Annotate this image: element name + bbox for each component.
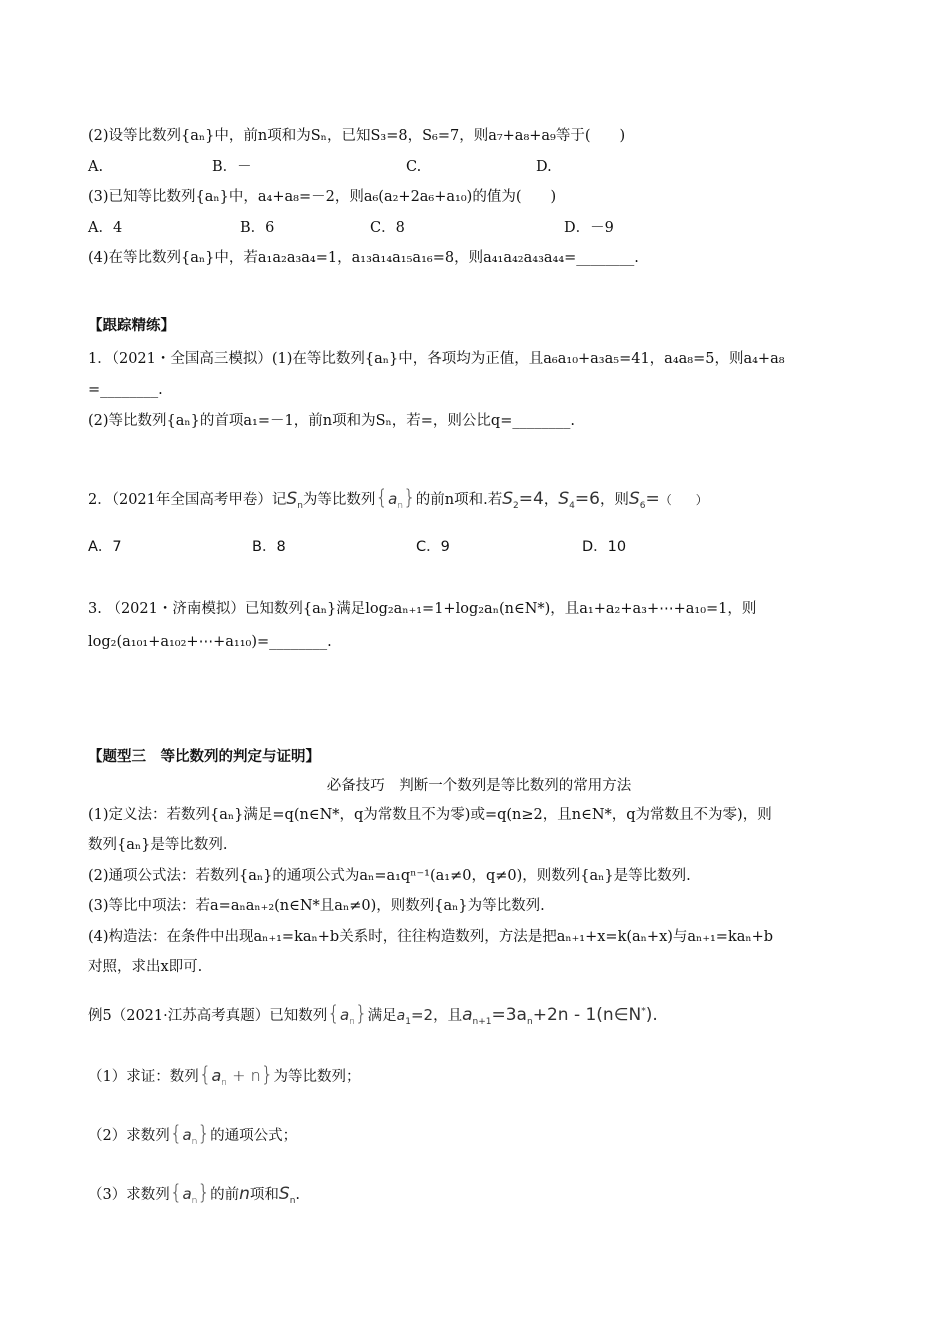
ex5-rel: =3a — [491, 1005, 527, 1025]
practice-3-line1: 3. （2021・济南模拟）已知数列{aₙ}满足log₂aₙ₊₁=1+log₂aₙ(n∈N*)，且a₁+a₂+a₃+⋯+a₁₀=1，则 — [88, 601, 757, 617]
practice-2-line: 2．（2021年全国高考甲卷）记$S_n$为等比数列$\{a_n\}$的前n项和.若$S_2=4$，$S_4=6$，则$S_6=$（ ） — [88, 485, 708, 511]
q2-option-a: A. — [88, 159, 104, 175]
ex5-q3-n: n — [239, 1184, 250, 1204]
p2-option-c: C．9 — [416, 539, 450, 555]
p2-then: ，则 — [599, 492, 629, 508]
q2-option-c: C. — [406, 159, 422, 175]
math-a1: $a_1$ — [396, 1008, 411, 1027]
example5-line — [88, 998, 870, 1037]
ex5-q2-prefix: （2）求数列 — [88, 1128, 170, 1144]
math-s2: $S_2$ — [502, 489, 519, 511]
practice-1-line2: =________. — [88, 382, 163, 398]
method-4-line2: 对照，求出x即可. — [88, 959, 203, 975]
example5-q3 — [88, 1177, 870, 1216]
q3-option-d: D．－9 — [564, 220, 614, 236]
practice-heading: 【跟踪精练】 — [88, 317, 175, 334]
practice-1-line1: 1．（2021・全国高三模拟）(1)在等比数列{aₙ}中，各项均为正值，且a₆a₁₀+a₃a₅=41，a₄a₈=5，则a₄+a₈ — [88, 351, 785, 367]
p2-paren: （ ） — [659, 493, 708, 507]
q2-option-b: B．－ — [212, 159, 252, 175]
math-set-a-n: $\{a_n\}$ — [169, 1180, 211, 1206]
ex5-prefix: 例5（2021·江苏高考真题）已知数列 — [88, 1008, 328, 1024]
ex5-q1-suffix: 为等比数列； — [273, 1069, 361, 1085]
section3-subtitle: 必备技巧 判断一个数列是等比数列的常用方法 — [326, 778, 632, 794]
ex5-mid1: 满足 — [367, 1008, 397, 1024]
ex5-q1-plus: + n — [227, 1066, 261, 1085]
q3-option-a: A．4 — [88, 220, 123, 236]
ex5-q2-suffix: 的通项公式； — [210, 1128, 298, 1144]
method-2: (2)通项公式法：若数列{aₙ}的通项公式为aₙ=a₁qⁿ⁻¹(a₁≠0，q≠0)，则数列{aₙ}是等比数列. — [88, 868, 691, 884]
p2-s4-value: =6 — [574, 489, 600, 509]
section3-heading: 【题型三 等比数列的判定与证明】 — [88, 748, 320, 765]
math-s6: $S_6$ — [628, 489, 646, 511]
ex5-q3-mid2: 项和 — [249, 1187, 279, 1203]
p2-option-a: A．7 — [88, 539, 122, 555]
math-star: * — [641, 1006, 646, 1017]
ex5-end: ). — [645, 1005, 658, 1025]
p2-option-b: B．8 — [252, 539, 286, 555]
p2-mid1: 为等比数列 — [302, 492, 376, 508]
math-s-n: $S_n$ — [278, 1184, 296, 1206]
math-sub-n: n — [526, 1017, 533, 1027]
math-set-a-n: $\{a_n\}$ — [169, 1121, 211, 1147]
practice-1-part2: (2)等比数列{aₙ}的首项a₁=－1，前n项和为Sₙ，若=，则公比q=________. — [88, 413, 575, 429]
method-4-line1: (4)构造法：在条件中出现aₙ₊₁=kaₙ+b关系时，往往构造数列，方法是把aₙ₊₁+x=k(aₙ+x)与aₙ₊₁=kaₙ+b — [88, 929, 774, 945]
question-4-stem: (4)在等比数列{aₙ}中，若a₁a₂a₃a₄=1，a₁₃a₁₄a₁₅a₁₆=8，则a₄₁a₄₂a₄₃a₄₄=________. — [88, 250, 639, 266]
ex5-q1-term: a — [211, 1066, 222, 1085]
math-a-n-plus-1: $a_{n+1}$ — [462, 1005, 492, 1027]
q2-option-d: D. — [536, 159, 552, 175]
q3-option-b: B．6 — [240, 220, 275, 236]
ex5-q3-prefix: （3）求数列 — [88, 1187, 170, 1203]
ex5-q3-mid: 的前 — [210, 1187, 240, 1203]
method-1-line2: 数列{aₙ}是等比数列. — [88, 837, 228, 853]
practice-3-line2: log₂(a₁₀₁+a₁₀₂+⋯+a₁₁₀)=________. — [88, 634, 332, 650]
q3-option-c: C．8 — [370, 220, 405, 236]
p2-mid2: 的前n项和.若 — [415, 492, 503, 508]
ex5-q3-end: . — [295, 1187, 301, 1203]
math-set-a-n: $\{a_n\}$ — [375, 485, 416, 511]
method-3: (3)等比中项法：若a=aₙaₙ₊₂(n∈N*且aₙ≠0)，则数列{aₙ}为等比数列. — [88, 898, 545, 914]
math-s4: $S_4$ — [558, 489, 575, 511]
example5-q1 — [88, 1059, 870, 1098]
ex5-a1-value: =2 — [410, 1006, 434, 1024]
method-1-line1: (1)定义法：若数列{aₙ}满足=q(n∈N*，q为常数且不为零)或=q(n≥2，且n∈N*，q为常数且不为零)，则 — [88, 807, 772, 823]
p2-s6-eq: = — [645, 489, 660, 509]
math-s-n: $S_n$ — [286, 489, 303, 511]
p2-prefix: 2．（2021年全国高考甲卷）记 — [88, 492, 287, 508]
math-set-a-n: $\{a_n\}$ — [327, 1001, 368, 1027]
ex5-q1-prefix: （1）求证：数列 — [88, 1069, 199, 1085]
ex5-mid2: ，且 — [433, 1008, 463, 1024]
question-2-stem: (2)设等比数列{aₙ}中，前n项和为Sₙ，已知S₃=8，S₆=7，则a₇+a₈+a₉等于( ) — [88, 128, 626, 144]
p2-option-d: D．10 — [582, 539, 627, 555]
ex5-rel2: +2n - 1(n∈N — [532, 1005, 642, 1025]
example5-q2 — [88, 1118, 870, 1157]
question-3-stem: (3)已知等比数列{aₙ}中，a₄+a₈=－2，则a₆(a₂+2a₆+a₁₀)的值为( ) — [88, 189, 557, 205]
math-set-a-n-plus-n: $\{a_n + n\}$ — [198, 1062, 274, 1088]
p2-s2-value: =4 — [518, 489, 544, 509]
